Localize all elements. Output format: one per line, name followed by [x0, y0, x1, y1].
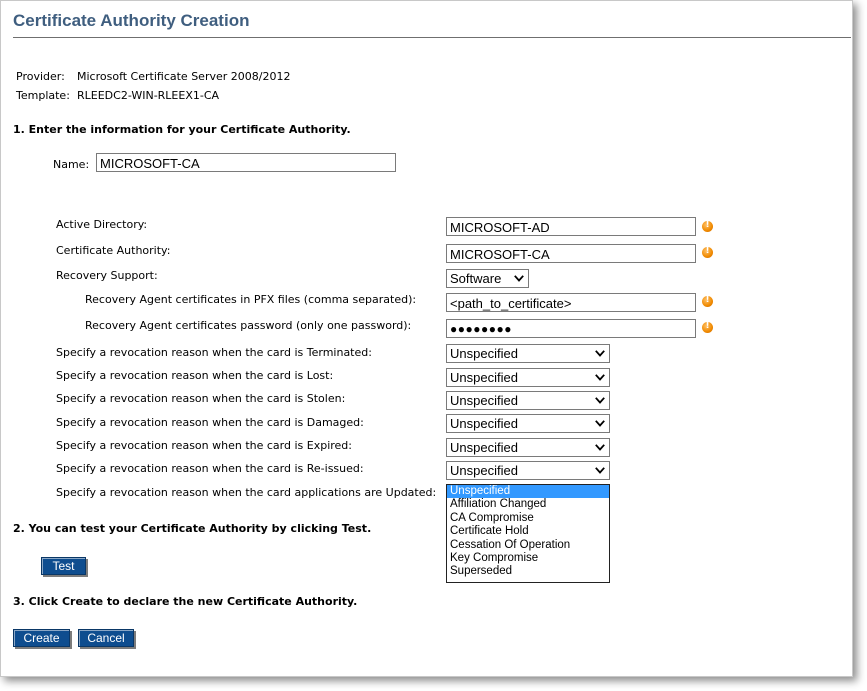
- listbox-option-cessation-of-operation[interactable]: Cessation Of Operation: [450, 538, 571, 551]
- chevron-down-icon: [591, 392, 609, 409]
- chevron-down-icon: [591, 345, 609, 362]
- chevron-down-icon: [591, 369, 609, 386]
- chevron-down-icon: [591, 439, 609, 456]
- chevron-down-icon: [591, 415, 609, 432]
- listbox-option-superseded[interactable]: Superseded: [450, 565, 513, 578]
- listbox-option-unspecified[interactable]: Unspecified: [447, 485, 609, 498]
- password-input[interactable]: ●●●●●●●●: [446, 319, 696, 338]
- damaged-select[interactable]: [446, 414, 610, 433]
- chevron-down-icon: [510, 270, 528, 287]
- warning-icon: [702, 247, 713, 258]
- listbox-option-ca-compromise[interactable]: CA Compromise: [450, 511, 534, 524]
- damaged-label: Specify a revocation reason when the card is Damaged:: [56, 416, 364, 429]
- listbox-option-certificate-hold[interactable]: Certificate Hold: [450, 525, 529, 538]
- name-label: Name:: [53, 158, 90, 171]
- provider-value: Microsoft Certificate Server 2008/2012: [77, 70, 291, 83]
- lost-value: Unspecified: [450, 370, 518, 385]
- create-button[interactable]: Create: [13, 629, 70, 647]
- reissued-select[interactable]: [446, 461, 610, 480]
- cert-authority-input[interactable]: MICROSOFT-CA: [446, 244, 696, 263]
- template-value: RLEEDC2-WIN-RLEEX1-CA: [77, 89, 220, 102]
- cancel-button[interactable]: Cancel: [78, 629, 134, 647]
- updated-label: Specify a revocation reason when the card applications are Updated:: [56, 486, 437, 499]
- listbox-option-key-compromise[interactable]: Key Compromise: [450, 551, 539, 564]
- step1-heading: 1. Enter the information for your Certificate Authority.: [13, 123, 351, 136]
- recovery-support-value: Software: [450, 271, 502, 286]
- page-title: Certificate Authority Creation: [13, 11, 250, 30]
- damaged-value: Unspecified: [450, 416, 518, 431]
- recovery-support-select[interactable]: [446, 269, 529, 288]
- expired-label: Specify a revocation reason when the card is Expired:: [56, 439, 352, 452]
- reissued-value: Unspecified: [450, 463, 518, 478]
- stolen-value: Unspecified: [450, 393, 518, 408]
- password-label: Recovery Agent certificates password (only one password):: [85, 319, 412, 332]
- pfx-label: Recovery Agent certificates in PFX files (comma separated):: [85, 293, 417, 306]
- stolen-select[interactable]: [446, 391, 610, 410]
- step2-heading: 2. You can test your Certificate Authority by clicking Test.: [13, 522, 372, 535]
- title-divider: [13, 37, 851, 38]
- terminated-select[interactable]: [446, 344, 610, 363]
- terminated-value: Unspecified: [450, 346, 518, 361]
- cert-authority-label: Certificate Authority:: [56, 244, 171, 257]
- lost-label: Specify a revocation reason when the card is Lost:: [56, 369, 334, 382]
- reissued-label: Specify a revocation reason when the card is Re-issued:: [56, 462, 364, 475]
- test-button[interactable]: Test: [41, 557, 86, 575]
- expired-value: Unspecified: [450, 440, 518, 455]
- step3-heading: 3. Click Create to declare the new Certificate Authority.: [13, 595, 358, 608]
- stolen-label: Specify a revocation reason when the card is Stolen:: [56, 392, 346, 405]
- terminated-label: Specify a revocation reason when the card is Terminated:: [56, 346, 372, 359]
- warning-icon: [702, 296, 713, 307]
- listbox-option-affiliation-changed[interactable]: Affiliation Changed: [450, 498, 547, 511]
- chevron-down-icon: [591, 462, 609, 479]
- active-directory-input[interactable]: MICROSOFT-AD: [446, 217, 696, 236]
- lost-select[interactable]: [446, 368, 610, 387]
- pfx-input[interactable]: <path_to_certificate>: [446, 293, 696, 312]
- updated-listbox[interactable]: [446, 484, 610, 583]
- warning-icon: [702, 322, 713, 333]
- template-label: Template:: [16, 89, 70, 102]
- warning-icon: [702, 221, 713, 232]
- expired-select[interactable]: [446, 438, 610, 457]
- provider-label: Provider:: [16, 70, 65, 83]
- active-directory-label: Active Directory:: [56, 218, 148, 231]
- name-input[interactable]: MICROSOFT-CA: [96, 153, 396, 172]
- recovery-support-label: Recovery Support:: [56, 269, 158, 282]
